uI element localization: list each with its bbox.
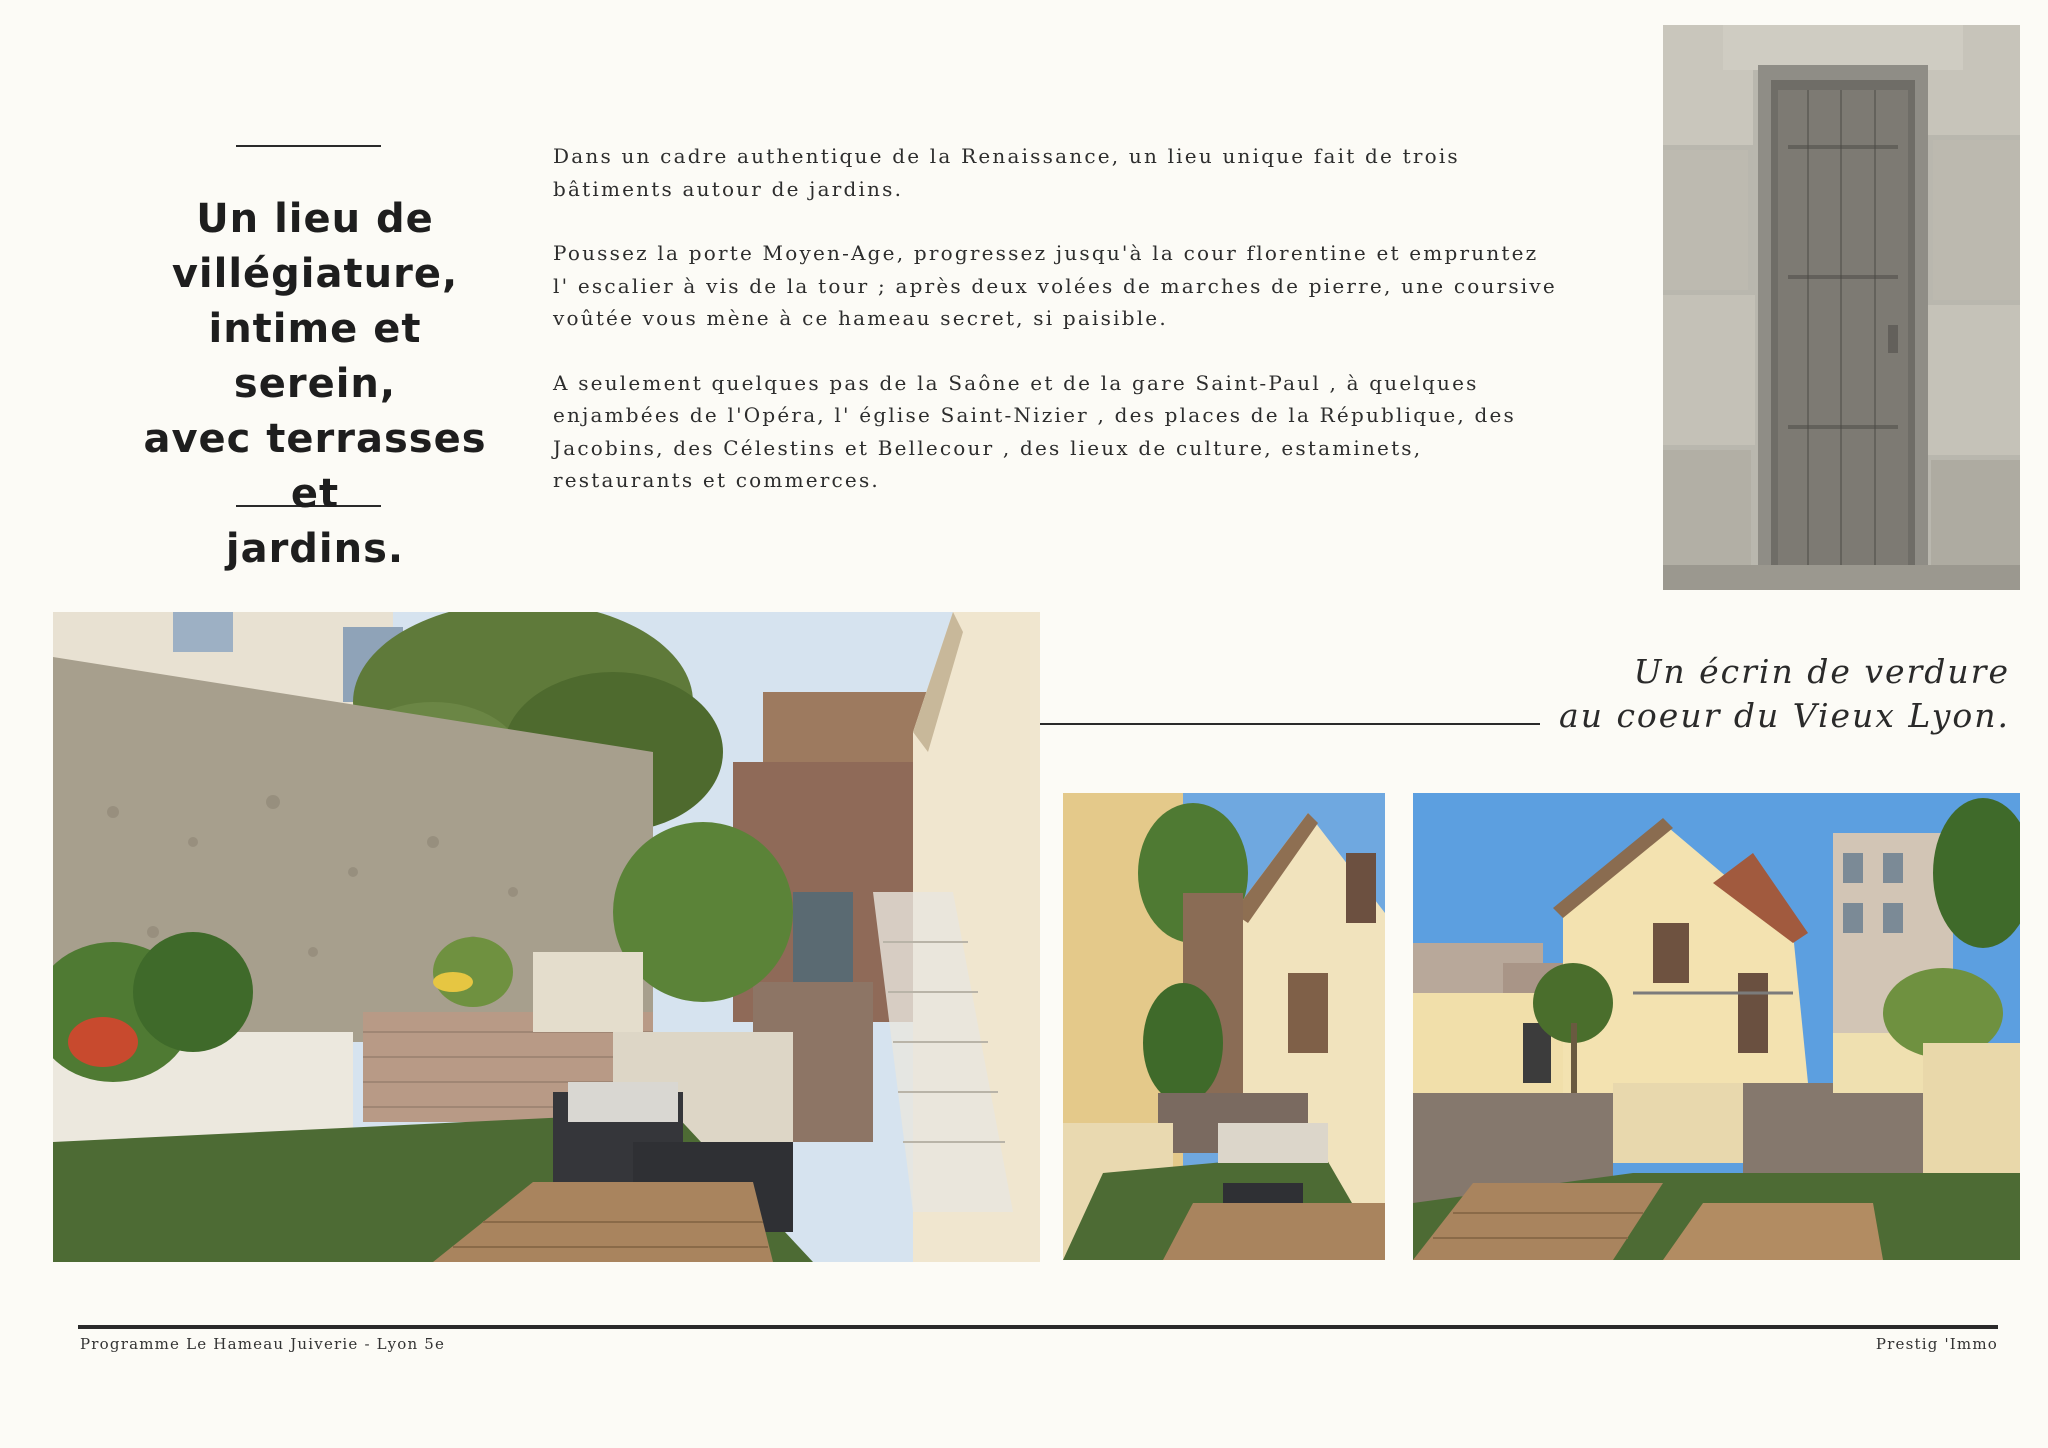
intro-paragraph-1: Dans un cadre authentique de la Renaissance, un lieu unique fait de trois bâtiments autour de jardins. (553, 144, 1460, 201)
courtyard-render-side (1063, 793, 1385, 1260)
headline (130, 192, 500, 577)
tagline (1500, 650, 2010, 738)
footer-program-name: Programme Le Hameau Juiverie - Lyon 5e (80, 1335, 446, 1353)
intro-paragraph-3: A seulement quelques pas de la Saône et de la gare Saint-Paul , à quelques enjambées de l'Opéra, l' église Saint-Nizier , des places de la République, des Jacobins, des Célestins et Bellecour , des lieux de culture, estaminets, restaurants et commerces. (553, 370, 1516, 492)
headline-line: villégiature, (171, 251, 459, 297)
intro-text (553, 140, 1563, 529)
headline-line: intime et serein, (208, 306, 422, 407)
intro-paragraph-2: Poussez la porte Moyen-Age, progressez jusqu'à la cour florentine et empruntez l' escalier à vis de la tour ; après deux volées de marches de pierre, une coursive voûtée vous mène à ce hameau secret, si paisible. (553, 241, 1557, 330)
headline-line: jardins. (225, 526, 405, 572)
tagline-line-1: Un écrin de verdure (1633, 652, 2010, 691)
footer-brand: Prestig 'Immo (1875, 1335, 1998, 1353)
courtyard-render-main (53, 612, 1040, 1262)
medieval-door-photo (1663, 25, 2020, 590)
courtyard-render-wide (1413, 793, 2020, 1260)
footer-rule (78, 1325, 1998, 1329)
headline-line: Un lieu de (196, 196, 434, 242)
tagline-line-2: au coeur du Vieux Lyon. (1559, 696, 2010, 735)
tagline-rule (1040, 723, 1540, 725)
headline-top-rule (236, 145, 381, 147)
headline-line: avec terrasses et (143, 416, 487, 517)
